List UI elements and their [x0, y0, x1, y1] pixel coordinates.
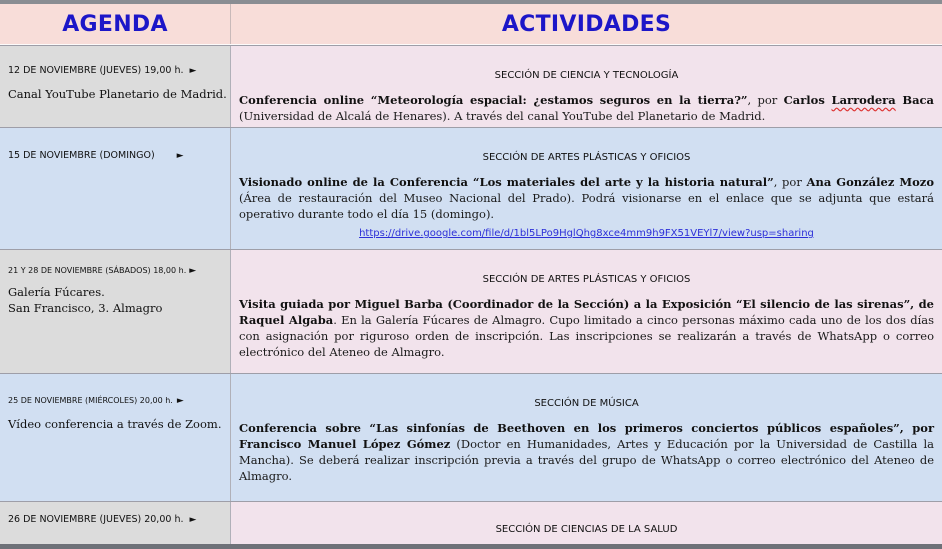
play-arrow-icon: ► — [176, 396, 184, 406]
row-4-description: Conferencia sobre “Las sinfonías de Beethoven en los primeros conciertos públicos españoles”, por Francisco Manuel López Gómez (Doctor en Humanidades, Artes y Educación por la Universidad de Castilla la Mancha). Se deberá realizar inscripción previa a través del grupo de WhatsApp o correo electrónico del Ateneo de Almagro. — [239, 421, 934, 483]
row-3-date: 21 Y 28 DE NOVIEMBRE (SÁBADOS) 18,00 h. ► — [8, 266, 197, 276]
row-2-activity-cell — [231, 128, 942, 250]
row-4-agenda-cell — [0, 374, 231, 502]
row-1-description: Conferencia online “Meteorología espacial: ¿estamos seguros en la tierra?”, por Carlos Larrodera Baca (Universidad de Alcalá de Henares). A través del canal YouTube del Planetario de Madrid. — [239, 93, 934, 123]
agenda-row-1 — [0, 45, 942, 128]
row-2-date: 15 DE NOVIEMBRE (DOMINGO) ► — [8, 150, 184, 161]
row-3-activity-cell — [231, 250, 942, 374]
agenda-row-5 — [0, 501, 942, 544]
row-2-agenda-cell — [0, 128, 231, 250]
row-3-description: Visita guiada por Miguel Barba (Coordinador de la Sección) a la Exposición “El silencio de las sirenas”, de Raquel Algaba. En la Galería Fúcares de Almagro. Cupo limitado a cinco personas máximo cada uno de los dos días con asignación por riguroso orden de inscripción. Las inscripciones se realizarán a través de WhatsApp o correo electrónico del Ateneo de Almagro. — [239, 297, 935, 359]
actividades-header: ACTIVIDADES — [231, 4, 942, 44]
agenda-row-4 — [0, 373, 942, 502]
agenda-page — [0, 4, 942, 544]
row-1-activity-cell — [231, 46, 942, 128]
play-arrow-icon: ► — [189, 266, 197, 276]
row-1-section-title: SECCIÓN DE CIENCIA Y TECNOLOGÍA — [494, 70, 679, 81]
row-5-section-title: SECCIÓN DE CIENCIAS DE LA SALUD — [495, 524, 678, 535]
play-arrow-icon: ► — [176, 151, 184, 161]
row-1-place: Canal YouTube Planetario de Madrid. — [8, 87, 227, 101]
row-4-section-title: SECCIÓN DE MÚSICA — [534, 398, 639, 409]
window-bottom-bar — [0, 544, 942, 549]
row-5-agenda-cell — [0, 502, 231, 544]
play-arrow-icon: ► — [189, 515, 197, 525]
row-4-activity-cell — [231, 374, 942, 502]
row-3-place: Galería Fúcares. San Francisco, 3. Almagro — [8, 285, 163, 315]
row-1-agenda-cell — [0, 46, 231, 128]
row-2-section-title: SECCIÓN DE ARTES PLÁSTICAS Y OFICIOS — [482, 152, 691, 163]
row-5-activity-cell — [231, 502, 942, 544]
play-arrow-icon: ► — [189, 66, 197, 76]
row-4-date: 25 DE NOVIEMBRE (MIÉRCOLES) 20,00 h. ► — [8, 396, 184, 406]
agenda-header: AGENDA — [0, 4, 231, 44]
row-3-section-title: SECCIÓN DE ARTES PLÁSTICAS Y OFICIOS — [482, 274, 691, 285]
row-3-agenda-cell — [0, 250, 231, 374]
agenda-row-3 — [0, 249, 942, 374]
row-5-date: 26 DE NOVIEMBRE (JUEVES) 20,00 h. ► — [8, 514, 197, 525]
row-4-place: Vídeo conferencia a través de Zoom. — [8, 417, 222, 431]
agenda-row-2 — [0, 127, 942, 250]
drive-link[interactable]: https://drive.google.com/file/d/1bl5LPo9HglQhg8xce4mm9h9FX51VEYl7/view?usp=sharing — [359, 228, 814, 239]
row-1-date: 12 DE NOVIEMBRE (JUEVES) 19,00 h. ► — [8, 65, 197, 76]
row-2-description: Visionado online de la Conferencia “Los materiales del arte y la historia natural”, por Ana González Mozo (Área de restauración del Museo Nacional del Prado). Podrá visionarse en el enlace que se adjunta que estará operativo durante todo el día 15 (domingo). — [239, 175, 934, 221]
